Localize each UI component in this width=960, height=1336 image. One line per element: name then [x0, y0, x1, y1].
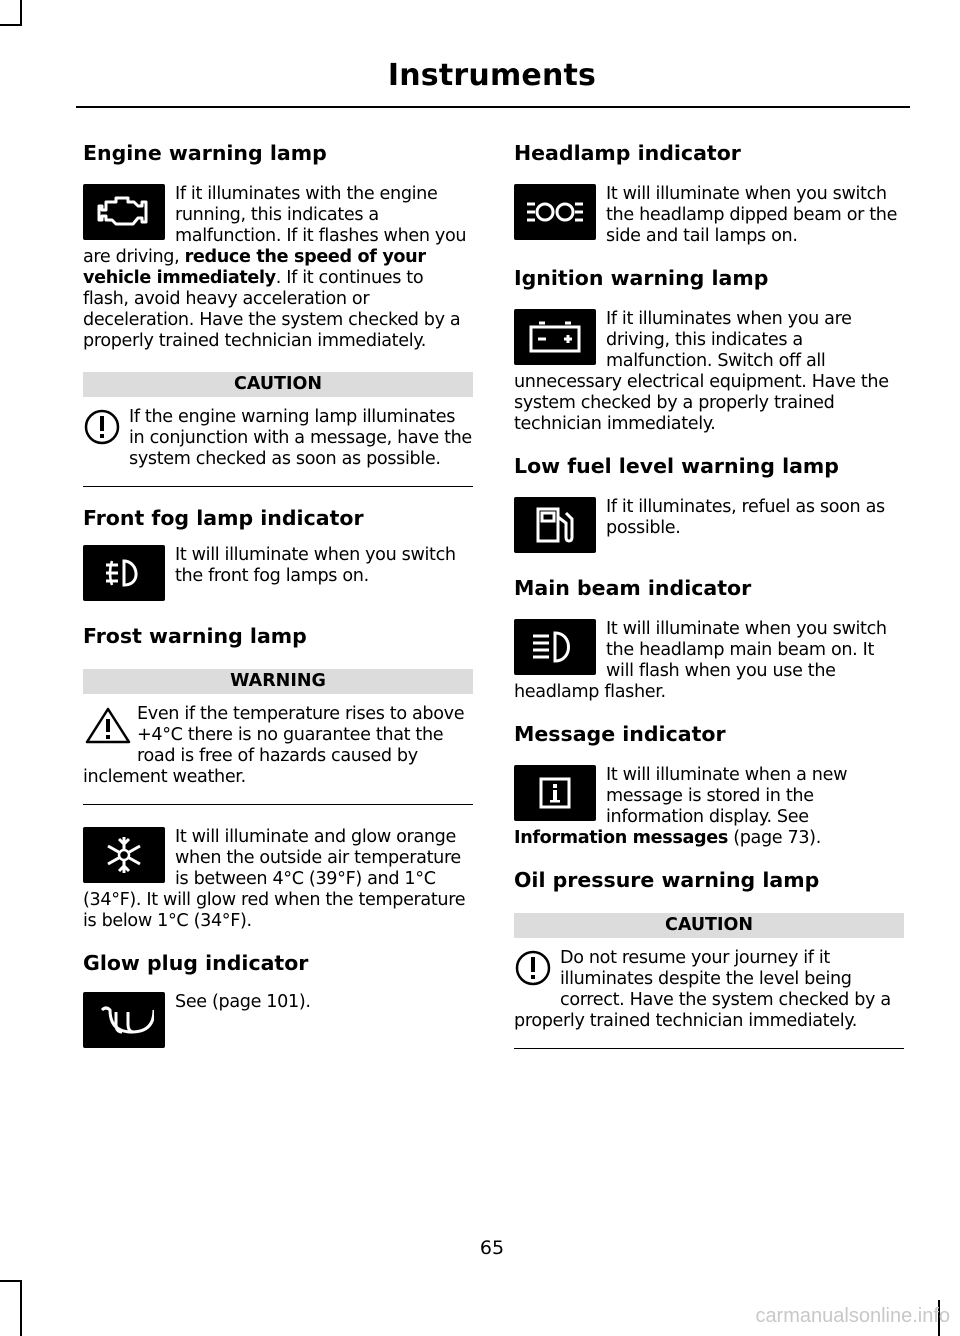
- crop-mark-top-left-v: [20, 0, 22, 26]
- caution-icon: [514, 948, 556, 992]
- section-front-fog: [83, 505, 473, 605]
- ignition-text: If it illuminates when you are driving, this indicates a malfunction. Switch off all unnecessary electrical equipment. Have the system checked by a properly trained technician immediately.: [514, 309, 889, 434]
- information-messages-link[interactable]: Information messages: [514, 828, 728, 848]
- section-message: [514, 721, 904, 849]
- heading-ignition: Ignition warning lamp: [514, 266, 769, 290]
- low-fuel-text: If it illuminates, refuel as soon as possible.: [606, 497, 885, 538]
- message-text: It will illuminate when a new message is stored in the information display. See Information messages (page 73).: [514, 765, 848, 848]
- fuel-pump-icon: [514, 497, 596, 553]
- warning-icon: [83, 704, 133, 748]
- section-headlamp: [514, 140, 904, 247]
- frost-warning-text: It will illuminate and glow orange when the outside air temperature is between 4°C (39°F) and 1°C (34°F). It will glow red when the temperature is below 1°C (34°F).: [83, 827, 466, 931]
- page-title: Instruments: [387, 58, 597, 93]
- caution-bar: CAUTION: [83, 372, 473, 397]
- heading-glow-plug: Glow plug indicator: [83, 951, 309, 975]
- header-rule: [76, 106, 910, 108]
- warning-text: Even if the temperature rises to above +4°C there is no guarantee that the road is free of hazards caused by inclement weather.: [83, 704, 465, 787]
- main-beam-icon: [514, 619, 596, 675]
- right-column: [514, 140, 904, 1067]
- section-rule: [83, 804, 473, 805]
- section-low-fuel: [514, 453, 904, 557]
- engine-warning-icon: [83, 184, 165, 240]
- heading-engine-warning: Engine warning lamp: [83, 141, 327, 165]
- heading-message: Message indicator: [514, 722, 726, 746]
- heading-main-beam: Main beam indicator: [514, 576, 752, 600]
- warning-bar: WARNING: [83, 669, 473, 694]
- front-fog-text: It will illuminate when you switch the front fog lamps on.: [175, 545, 456, 586]
- heading-low-fuel: Low fuel level warning lamp: [514, 454, 839, 478]
- main-beam-text: It will illuminate when you switch the headlamp main beam on. It will flash when you use the headlamp flasher.: [514, 619, 887, 702]
- engine-warning-text: If it illuminates with the engine running, this indicates a malfunction. If it flashes when you are driving, reduce the speed of your vehicle immediately. If it continues to flash, avoid heavy acceleration or deceleration. Have the system checked by a properly trained technician immediately.: [83, 184, 467, 351]
- heading-oil-pressure: Oil pressure warning lamp: [514, 868, 820, 892]
- heading-front-fog: Front fog lamp indicator: [83, 506, 364, 530]
- glow-plug-text: See (page 101).: [175, 992, 311, 1012]
- snowflake-icon: [83, 827, 165, 883]
- caution-text: If the engine warning lamp illuminates in conjunction with a message, have the system checked as soon as possible.: [129, 407, 472, 469]
- left-column: [83, 140, 473, 1070]
- section-frost-warning: [83, 623, 473, 932]
- glow-plug-icon: [83, 992, 165, 1048]
- section-engine-warning: [83, 140, 473, 487]
- heading-headlamp: Headlamp indicator: [514, 141, 741, 165]
- section-main-beam: [514, 575, 904, 703]
- section-rule: [83, 486, 473, 487]
- page-number: 65: [479, 1237, 505, 1259]
- section-rule: [514, 1048, 904, 1049]
- caution-text: Do not resume your journey if it illuminates despite the level being correct. Have the system checked by a properly trained technician immediately.: [514, 948, 891, 1031]
- battery-icon: [514, 309, 596, 365]
- section-oil-pressure: [514, 867, 904, 1049]
- caution-icon: [83, 407, 125, 451]
- watermark: carmanualsonline.info: [755, 1305, 950, 1327]
- crop-mark-bottom-left-v: [20, 1280, 22, 1336]
- section-glow-plug: [83, 950, 473, 1052]
- section-ignition: [514, 265, 904, 435]
- info-icon: [514, 765, 596, 821]
- front-fog-icon: [83, 545, 165, 601]
- headlamp-icon: [514, 184, 596, 240]
- headlamp-text: It will illuminate when you switch the headlamp dipped beam or the side and tail lamps on.: [606, 184, 898, 246]
- crop-mark-top-left-h: [0, 24, 22, 26]
- caution-bar: CAUTION: [514, 913, 904, 938]
- heading-frost-warning: Frost warning lamp: [83, 624, 307, 648]
- crop-mark-bottom-left-h: [0, 1280, 22, 1282]
